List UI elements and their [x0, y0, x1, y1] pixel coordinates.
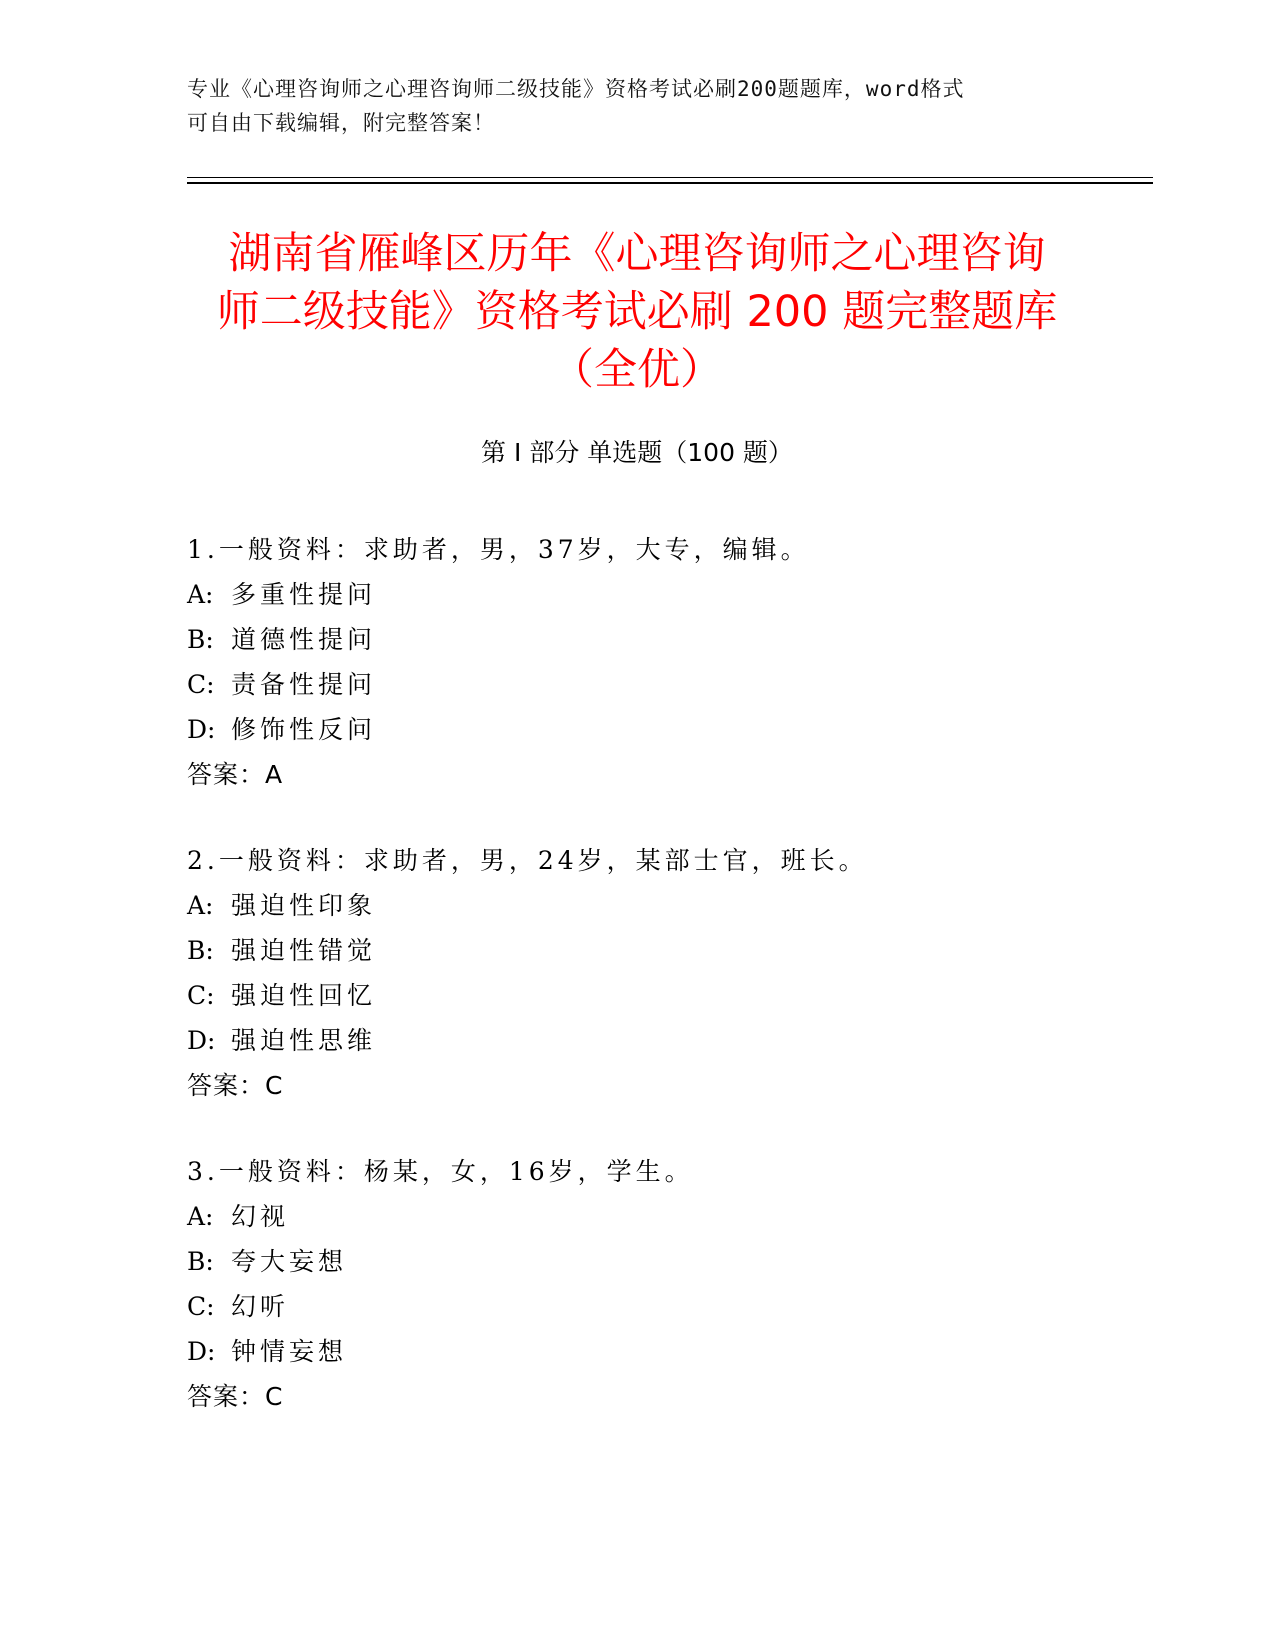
document-title-line-3: （全优）: [551, 345, 723, 395]
option-key: A:: [187, 1202, 214, 1231]
option-a: [187, 572, 1147, 617]
option-text: 多重性提问: [231, 580, 377, 609]
document-title: [187, 225, 1087, 399]
option-a: [187, 1194, 1147, 1239]
option-text: 强迫性回忆: [231, 981, 377, 1010]
question-list: [187, 527, 1147, 1460]
option-key: D:: [187, 715, 216, 744]
option-a: [187, 883, 1147, 928]
option-text: 幻听: [231, 1292, 290, 1321]
answer: 答案：A: [187, 760, 284, 789]
option-key: A:: [187, 580, 214, 609]
option-d: [187, 1018, 1147, 1063]
question-stem: 2.一般资料：求助者，男，24岁，某部士官，班长。: [187, 846, 868, 875]
header-divider-thin: [187, 177, 1153, 178]
option-c: [187, 973, 1147, 1018]
option-b: [187, 617, 1147, 662]
header-divider-thick: [187, 182, 1153, 184]
option-text: 强迫性错觉: [231, 936, 377, 965]
option-text: 修饰性反问: [231, 715, 377, 744]
option-d: [187, 707, 1147, 752]
option-key: D:: [187, 1026, 216, 1055]
question-stem: 1.一般资料：求助者，男，37岁，大专，编辑。: [187, 535, 810, 564]
document-title-line-1: 湖南省雁峰区历年《心理咨询师之心理咨询: [228, 229, 1046, 279]
option-text: 夸大妄想: [231, 1247, 348, 1276]
question-1: [187, 527, 1147, 797]
option-b: [187, 1239, 1147, 1284]
option-text: 道德性提问: [231, 625, 377, 654]
option-key: C:: [187, 1292, 215, 1321]
option-text: 强迫性印象: [231, 891, 377, 920]
answer: 答案：C: [187, 1071, 284, 1100]
section-heading: 第 I 部分 单选题（100 题）: [481, 438, 793, 467]
option-text: 强迫性思维: [231, 1026, 377, 1055]
option-d: [187, 1329, 1147, 1374]
option-key: D:: [187, 1337, 216, 1366]
header-note-line-1: 专业《心理咨询师之心理咨询师二级技能》资格考试必刷200题题库，word格式: [187, 77, 965, 101]
document-title-line-2: 师二级技能》资格考试必刷 200 题完整题库: [216, 287, 1058, 337]
option-key: B:: [187, 625, 214, 654]
option-key: B:: [187, 936, 214, 965]
header-note-line-2: 可自由下载编辑，附完整答案！: [187, 111, 495, 135]
option-text: 责备性提问: [231, 670, 377, 699]
question-3: [187, 1149, 1147, 1419]
option-key: A:: [187, 891, 214, 920]
question-stem: 3.一般资料：杨某，女，16岁，学生。: [187, 1157, 694, 1186]
option-c: [187, 1284, 1147, 1329]
option-c: [187, 662, 1147, 707]
answer: 答案：C: [187, 1382, 284, 1411]
option-b: [187, 928, 1147, 973]
option-key: C:: [187, 981, 215, 1010]
document-header-note: [187, 72, 1087, 140]
option-key: B:: [187, 1247, 214, 1276]
option-text: 幻视: [231, 1202, 290, 1231]
option-text: 钟情妄想: [231, 1337, 348, 1366]
question-2: [187, 838, 1147, 1108]
option-key: C:: [187, 670, 215, 699]
